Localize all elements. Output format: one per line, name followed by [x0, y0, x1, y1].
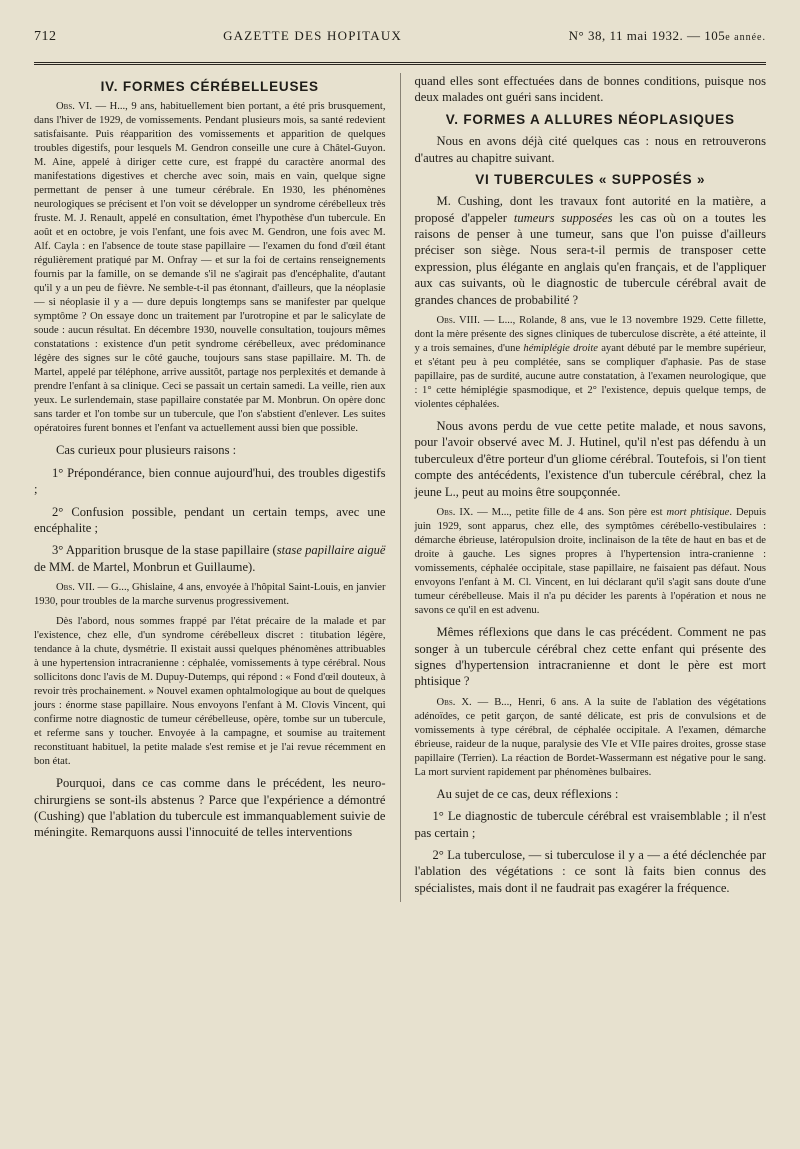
section-heading-vi: VI TUBERCULES « SUPPOSÉS » [475, 171, 706, 187]
obs-text: — B..., Henri, 6 ans. A la suite de l'ablation des végétations adénoïdes, ce petit garçon, de santé délicate, est pris de convulsions et de vomissements à type cérébral, de céphalée occipitale. A l'examen, démarche ébrieuse, raideur de la nuque, paralysie des VIe et VIIe paires droites, grosse stase papillaire (Terrien). La réaction de Bordet-Wassermann est négative pour le sang. La mort survient rapidement par phénomènes bulbaires. [414, 696, 767, 778]
reason-1: 1° Prépondérance, bien connue aujourd'hui, des troubles digestifs ; [34, 465, 386, 497]
right-column [415, 73, 767, 902]
paragraph-formes-neoplasiques: Nous en avons déjà cité quelques cas : nous en retrouverons d'autres au chapitre suivant. [414, 134, 767, 165]
obs-text-start: — M..., petite fille de 4 ans. Son père est [473, 507, 667, 519]
paragraph-cushing [415, 193, 767, 308]
obs-label: Obs. X. [436, 696, 472, 708]
reason-3 [34, 542, 386, 575]
observation-8 [415, 314, 767, 412]
obs-label: Obs. VIII. [436, 315, 480, 327]
header-rule [34, 62, 766, 65]
section-heading-iv: IV. FORMES CÉRÉBELLEUSES [100, 79, 319, 94]
reflexion-2: 2° La tuberculose, — si tuberculose il y a — a été déclenchée par l'ablation des végétations : ce sont là faits bien connus des spécialistes, mais dont il ne faudrait pas exagérer la fréquence. [414, 847, 767, 895]
cushing-emphasis: tumeurs supposées [513, 210, 613, 225]
reason-3-end: de MM. de Martel, Monbrun et Guillaume). [34, 559, 256, 574]
page-number: 712 [34, 29, 57, 44]
paragraph-memes-reflexions: Mêmes réflexions que dans le cas précédent. Comment ne pas songer à un tubercule cérébral chez cette enfant qui présente des signes d'hypertension intracranienne et dont le père est mort phtisique ? [414, 625, 767, 689]
cushing-end: les cas où on a toutes les raisons de penser à une tumeur, sans que l'on puisse d'ailleurs préciser son siège. Nous sera-t-il permis de transposer cette expression, plus élégante en anglais qu'en français, et de l'appliquer aux cas suivants, où le diagnostic de tubercule cérébral avait de grandes chances de probabilité ? [414, 210, 767, 307]
paragraph-continued: quand elles sont effectuées dans de bonnes conditions, puisque nos deux malades ont guéri sans incident. [414, 74, 767, 105]
obs-label: Obs. VI. [56, 101, 92, 113]
observation-10 [415, 696, 767, 780]
paragraph-perdu: Nous avons perdu de vue cette petite malade, et nous savons, pour l'avoir observé avec M. J. Hutinel, qu'il n'est pas défendu à un tuberculeux d'être porteur d'un gliome cérébral. Toutefois, si l'on tient compte des antécédents, l'existence d'un tubercule cérébral, chez la jeune L., peut au moins être soupçonnée. [414, 419, 767, 499]
running-header [34, 20, 766, 56]
journal-title: GAZETTE DES HOPITAUX [223, 28, 403, 43]
paragraph-curious: Cas curieux pour plusieurs raisons : [56, 443, 237, 458]
obs-label: Obs. VII. [56, 582, 95, 594]
obs-text: — G..., Ghislaine, 4 ans, envoyée à l'hôpital Saint-Louis, en janvier 1930, pour troubles de la marche survenus progressivement. [34, 582, 386, 608]
reason-3-emphasis: stase papillaire aiguë [276, 543, 386, 558]
article-columns [34, 73, 766, 902]
issue-info [569, 28, 766, 44]
issue-number: N° 38, 11 mai 1932. — 105 [568, 28, 726, 43]
issue-suffix: e année. [725, 32, 766, 43]
obs-emphasis: mort phtisique [666, 507, 730, 519]
paragraph-au-sujet: Au sujet de ce cas, deux réflexions : [436, 786, 619, 801]
cushing-start: M. Cushing, dont les travaux font autorité en la matière, a proposé d'appeler [414, 194, 767, 225]
reason-3-start: 3° Apparition brusque de la stase papillaire ( [52, 543, 277, 558]
observation-7 [34, 581, 386, 609]
observation-9 [415, 506, 767, 618]
left-column [34, 73, 386, 902]
paragraph-pourquoi: Pourquoi, dans ce cas comme dans le précédent, les neuro-chirurgiens se sont-ils abstenus ? Parce que l'expérience a démontré (Cushing) que l'ablation du tubercule est immanquablement suivie de méningite. Remarquons aussi l'innocuité de telles interventions [34, 776, 386, 840]
reflexion-1: 1° Le diagnostic de tubercule cérébral est vraisemblable ; il n'est pas certain ; [414, 809, 767, 840]
observation-6 [34, 100, 386, 436]
obs-text: — H..., 9 ans, habituellement bien portant, a été pris brusquement, dans l'hiver de 1929, de vomissements. Pendant plusieurs mois, sa santé redevient satisfaisante. Puis réapparition des vomissements et apparition de quelques troubles digestifs, pour lesquels M. Gendron conseille une cure à Châtel-Guyon. M. Aine, appelé à diriger cette cure, est frappé du caractère anormal des manifestations digestives et cherche avec soin, mais en vain, quelque signe permettant de penser à une tumeur cérébrale. En 1930, les phénomènes neurologiques se précisent et l'on voit se développer un syndrome cérébelleux très fruste. M. J. Renault, appelé en consultation, émet l'hypothèse d'un tubercule. En août et en octobre, je vois l'enfant, une fois avec M. Gendron, une fois avec M. Alf. Cayla : en l'absence de toute stase papillaire — l'examen du fond d'œil étant régulièrement pratiqué par M. Onfray — et sur la foi de certains renseignements fournis par la famille, on se demande s'il ne s'agirait pas d'encéphalite, d'autant qu'il y a un peu de fièvre. Ne semble-t-il pas étonnant, d'ailleurs, que la néoplasie — si néoplasie il y a — dure depuis longtemps sans se manifester par quelque symptôme ? On essaye donc un traitement par l'urotropine et par le salicylate de soude : aucun résultat. En décembre 1930, nouvelle consultation, toujours mêmes constatations : existence d'un petit syndrome cérébelleux, avec prédominance légère des signes sur le côté gauche, toujours sans stase papillaire. M. Th. de Martel, appelé par téléphone, arrive aussitôt, partage nos perplexités et demande à prendre l'enfant à sa clinique. Ceci se passait un certain samedi. La veille, rien aux yeux. Le surlendemain, stase papillaire constatée par M. Monbrun. On opère donc sans tarder et l'on tombe sur un tubercule, que l'on s'abstient d'enlever. Les suites opératoires furent bonnes et l'enfant va actuellement aussi bien que possible. [34, 101, 386, 435]
obs-text-start: — L..., Rolande, 8 ans, vue le 13 novembre 1929. Cette fillette, dont la mère présente des signes cliniques de tuberculose discrète, a été atteinte, il y a trois semaines, d'une [414, 315, 767, 355]
obs-emphasis: hémiplégie droite [523, 343, 599, 355]
obs-text-end: . Depuis juin 1929, sont apparus, chez elle, des symptômes cérébello-vestibulaires : démarche ébrieuse, latéropulsion droite, inclinaison de la tête de haut en bas et de droite à gauche. Les signes propres à l'hypertension intra-cranienne : vomissements, céphalée occipitale, stase papillaire, ne faisaient pas défaut. Nous envoyons l'enfant à M. Cl. Vincent, en lui déclarant qu'il s'agit sans doute d'une tumeur cérébelleuse. Mais il n'a pu décider les parents à l'opération et nous ne savons ce qu'il en est advenu. [414, 507, 767, 617]
obs-text-end: ayant débuté par le membre supérieur, et s'étant peu à peu complétée, sans se compliquer d'aphasie. Pas de stase papillaire, pas de surdité, aucune autre constatation, à l'examen neurologique, que : 1° cette hémiplégie spasmodique, et 2° l'existence, depuis quelque temps, de violentes céphalées. [414, 343, 767, 411]
obs-label: Obs. IX. [436, 507, 474, 519]
reason-2: 2° Confusion possible, pendant un certain temps, avec une encéphalite ; [34, 504, 386, 535]
observation-7-continued: Dès l'abord, nous sommes frappé par l'état précaire de la malade et par l'existence, chez elle, d'un syndrome cérébelleux discret : titubation légère, tendance à la chute, dysmétrie. Il existait aussi quelques phénomènes attribuables à une hypertension intracranienne : céphalée, vomissements à type cérébral. Nous sollicitons donc l'avis de M. Dupuy-Dutemps, qui répond : « Fond d'œil douteux, à revoir très prochainement. » Nouvel examen ophtalmologique au bout de quelques jours : énorme stase papillaire. Nous envoyons l'enfant à M. Clovis Vincent, qui confirme notre diagnostic de tumeur cérébelleuse, opère, tombe sur un tubercule, et referme sans y toucher. Envoyée à la campagne, et soumise au traitement reconstituant habituel, la petite malade s'est remise et je l'ai revue récemment en bon état. [34, 616, 386, 768]
column-divider [400, 73, 401, 902]
section-heading-v: V. FORMES A ALLURES NÉOPLASIQUES [445, 111, 735, 127]
